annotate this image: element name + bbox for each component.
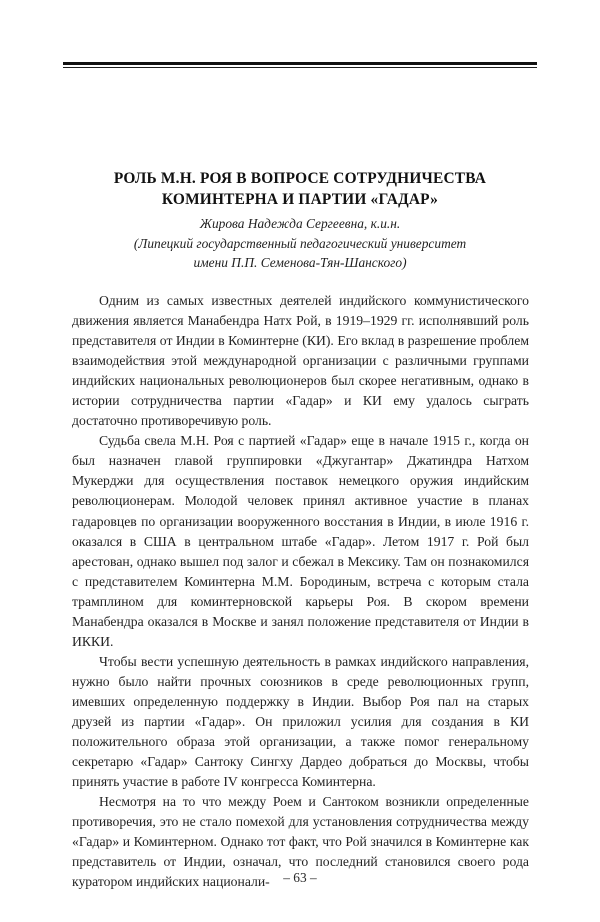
author-name: Жирова Надежда Сергеевна, к.и.н. [199,216,401,231]
body-paragraph: Одним из самых известных деятелей индийского коммунистического движения является Манабендра Натх Рой, в 1919–1929 гг. исполнявший роль представителя от Индии в Коминтерне (КИ). Его вклад в разрешение проблем взаимодействия этой международной организации с различными группами индийских национальных революционеров был скорее негативным, однако в истории сотрудничества партии «Гадар» и КИ ему удалось сыграть достаточно противоречивую роль. [72,293,529,429]
author-affiliation-line-1: (Липецкий государственный педагогический университет [133,235,467,251]
author-affiliation-line-2: имени П.П. Семенова-Тян-Шанского) [193,255,407,270]
header-rule-thin [63,67,537,68]
page-number: – 63 – [283,870,317,885]
article-body [72,291,529,892]
body-paragraph: Чтобы вести успешную деятельность в рамках индийского направления, нужно было найти прочных союзников в среде революционных групп, имевших определенную поддержку в Индии. Выбор Роя пал на старых друзей из партии «Гадар». Он приложил усилия для создания в КИ положительного образа этой организации, а также помог генеральному секретарю «Гадар» Сантоку Сингху Дардео добраться до Москвы, чтобы принять участие в работе IV конгресса Коминтерна. [72,653,529,790]
article-title-line-1: РОЛЬ М.Н. РОЯ В ВОПРОСЕ СОТРУДНИЧЕСТВА [113,170,487,188]
author-block [72,214,528,273]
body-paragraph: Несмотря на то что между Роем и Сантоком возникли определенные противоречия, это не стало помехой для установления сотрудничества между «Гадар» и Коминтерном. Однако тот факт, что Рой значился в Коминтерне как представитель от Индии, означал, что последний становился своего рода куратором индийских национали- [72,794,529,890]
header-double-rule [63,62,537,68]
body-paragraph: Судьба свела М.Н. Роя с партией «Гадар» еще в начале 1915 г., когда он был назначен главой группировки «Джугантар» Джатиндра Натхом Мукерджи для осуществления поставок немецкого оружия индийским революционерам. Молодой человек принял активное участие в планах гадаровцев по организации вооруженного восстания в Индии, в июле 1916 г. оказался в США в центральном штабе «Гадар». Летом 1917 г. Рой был арестован, однако вышел под залог и сбежал в Мексику. Там он познакомился с представителем Коминтерна М.М. Бородиным, встреча с которым стала трамплином для коминтерновской карьеры Роя. В скором времени Манабендра оказался в Москве и занял положение представителя от Индии в ИККИ. [72,433,529,649]
article-title-line-2: КОМИНТЕРНА И ПАРТИИ «ГАДАР» [161,191,439,209]
article-title [72,168,528,210]
